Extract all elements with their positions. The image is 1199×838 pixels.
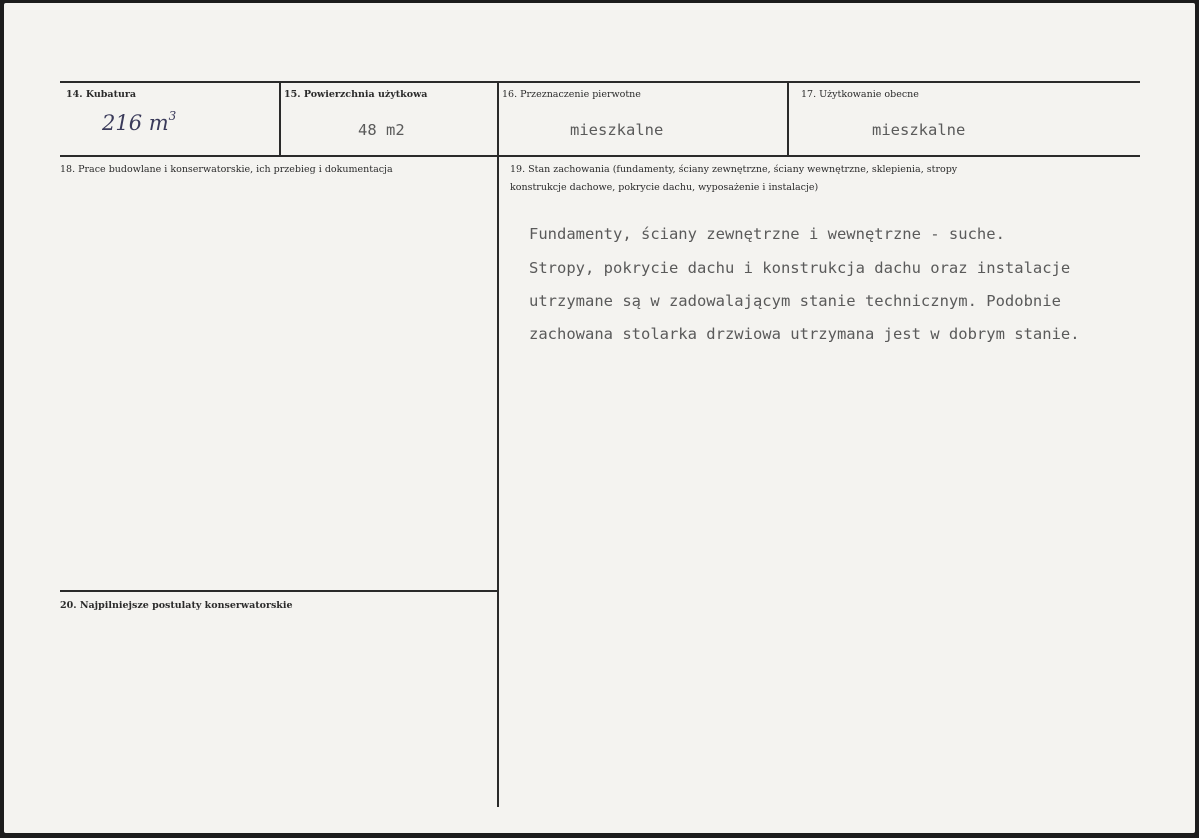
field-14-label: 14. Kubatura [66,89,137,100]
top-rule [60,81,1140,83]
row-18-20-rule [60,590,497,592]
field-16-label: 16. Przeznaczenie pierwotne [502,89,641,100]
field-15-value: 48 m2 [358,121,405,139]
field-20-label: 20. Najpilniejsze postulaty konserwatorskie [60,600,293,611]
cubature-value: 216 m [102,111,169,135]
field-19-label-line1: 19. Stan zachowania (fundamenty, ściany zewnętrzne, ściany wewnętrzne, sklepienia, stropy [510,164,958,175]
cubature-exponent: 3 [168,109,177,123]
field-14-value [102,111,176,135]
divider-15-16 [497,81,499,807]
record-card [4,3,1195,833]
field-15-label: 15. Powierzchnia użytkowa [284,89,428,100]
field-17-value: mieszkalne [872,121,966,139]
condition-text-line-1: Fundamenty, ściany zewnętrzne i wewnętrzne - suche. [529,225,1005,243]
field-16-value: mieszkalne [570,121,664,139]
row1-bottom-rule [60,155,1140,157]
condition-text-line-2: Stropy, pokrycie dachu i konstrukcja dachu oraz instalacje [529,259,1071,277]
divider-14-15 [279,81,281,157]
divider-16-17 [787,81,789,157]
field-19-label-line2: konstrukcje dachowe, pokrycie dachu, wyposażenie i instalacje) [510,182,819,193]
field-18-label: 18. Prace budowlane i konserwatorskie, ich przebieg i dokumentacja [60,164,393,175]
condition-text-line-4: zachowana stolarka drzwiowa utrzymana jest w dobrym stanie. [529,325,1080,343]
field-17-label: 17. Użytkowanie obecne [801,89,919,100]
condition-text-line-3: utrzymane są w zadowalającym stanie technicznym. Podobnie [529,292,1061,310]
